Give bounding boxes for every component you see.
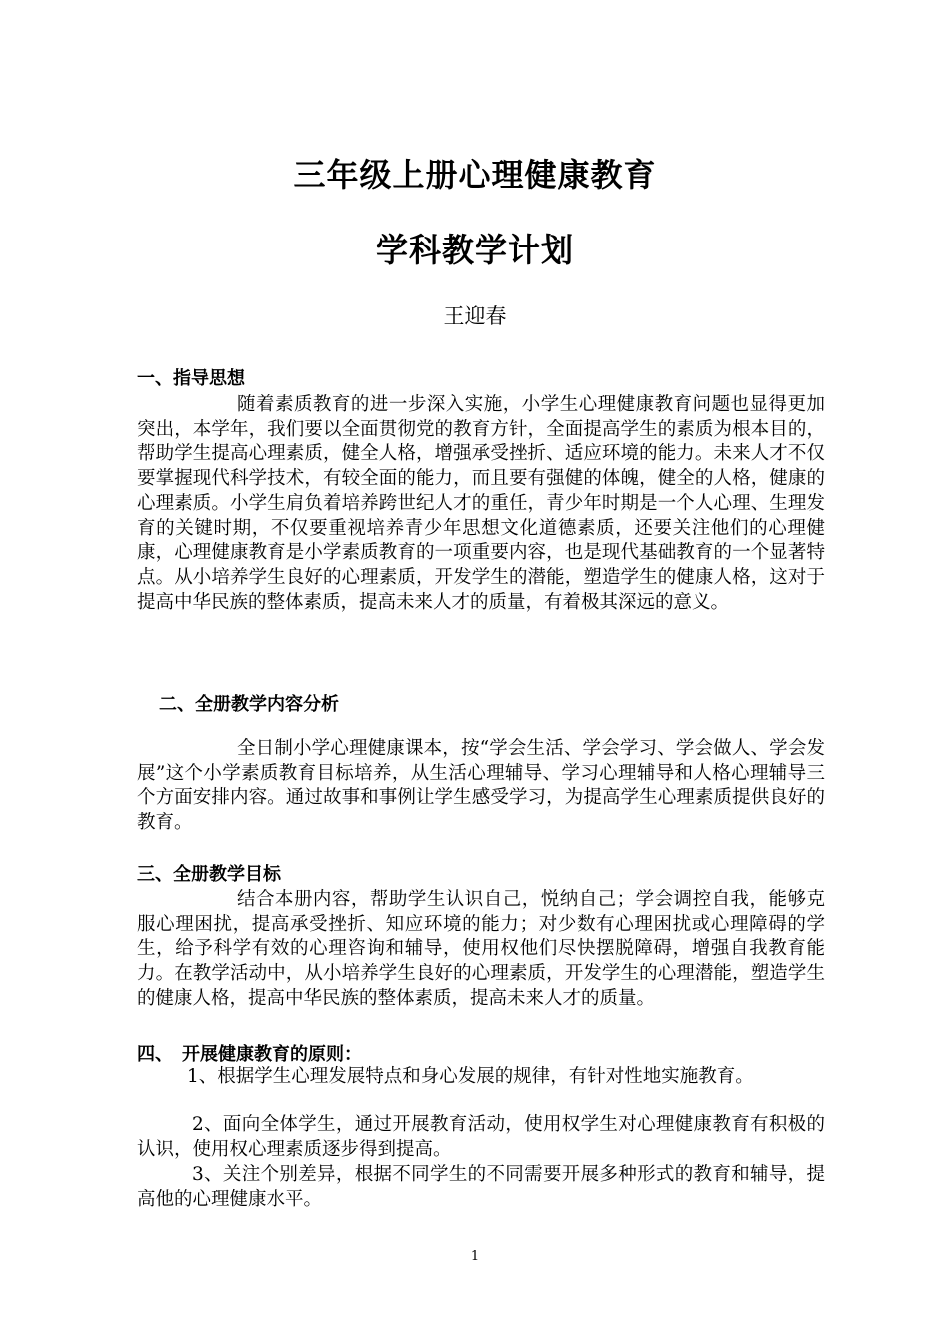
- page-number: 1: [470, 1249, 480, 1264]
- principle-item-3: 3、关注个别差异，根据不同学生的不同需要开展多种形式的教育和辅导，提高他的心理健康水平。: [137, 1164, 825, 1210]
- section-heading-content-analysis: 二、全册教学内容分析: [159, 694, 339, 715]
- author-name: 王迎春: [443, 304, 507, 328]
- section-heading-guiding-ideology: 一、指导思想: [137, 368, 245, 389]
- section-paragraph-content-analysis: 全日制小学心理健康课本，按“学会生活、学会学习、学会做人、学会发展”这个小学素质教育目标培养，从生活心理辅导、学习心理辅导和人格心理辅导三个方面安排内容。通过故事和事例让学生感受学习，为提高学生心理素质提供良好的教育。: [137, 738, 825, 834]
- section-heading-principles: 四、 开展健康教育的原则：: [137, 1044, 362, 1065]
- principle-item-2: 2、面向全体学生，通过开展教育活动，使用权学生对心理健康教育有积极的认识，使用权心理素质逐步得到提高。: [137, 1114, 825, 1160]
- principle-item-1: 1、根据学生心理发展特点和身心发展的规律，有针对性地实施教育。: [187, 1066, 754, 1087]
- section-paragraph-teaching-goals: 结合本册内容，帮助学生认识自己，悦纳自己；学会调控自我，能够克服心理困扰，提高承受挫折、知应环境的能力；对少数有心理困扰或心理障碍的学生，给予科学有效的心理咨询和辅导，使用权他们尽快摆脱障碍，增强自我教育能力。在教学活动中，从小培养学生良好的心理素质，开发学生的心理潜能，塑造学生的健康人格，提高中华民族的整体素质，提高未来人才的质量。: [137, 889, 825, 1009]
- section-paragraph-guiding-ideology: 随着素质教育的进一步深入实施，小学生心理健康教育问题也显得更加突出，本学年，我们要以全面贯彻党的教育方针，全面提高学生的素质为根本目的，帮助学生提高心理素质，健全人格，增强承受挫折、适应环境的能力。未来人才不仅要掌握现代科学技术，有较全面的能力，而且要有强健的体魄，健全的人格，健康的心理素质。小学生肩负着培养跨世纪人才的重任，青少年时期是一个人心理、生理发育的关键时期，不仅要重视培养青少年思想文化道德素质，还要关注他们的心理健康，心理健康教育是小学素质教育的一项重要内容，也是现代基础教育的一个显著特点。从小培养学生良好的心理素质，开发学生的潜能，塑造学生的健康人格，这对于提高中华民族的整体素质，提高未来人才的质量，有着极其深远的意义。: [137, 394, 825, 613]
- section-heading-teaching-goals: 三、全册教学目标: [137, 864, 281, 885]
- document-title-line2: 学科教学计划: [375, 231, 574, 269]
- document-title-line1: 三年级上册心理健康教育: [293, 156, 657, 194]
